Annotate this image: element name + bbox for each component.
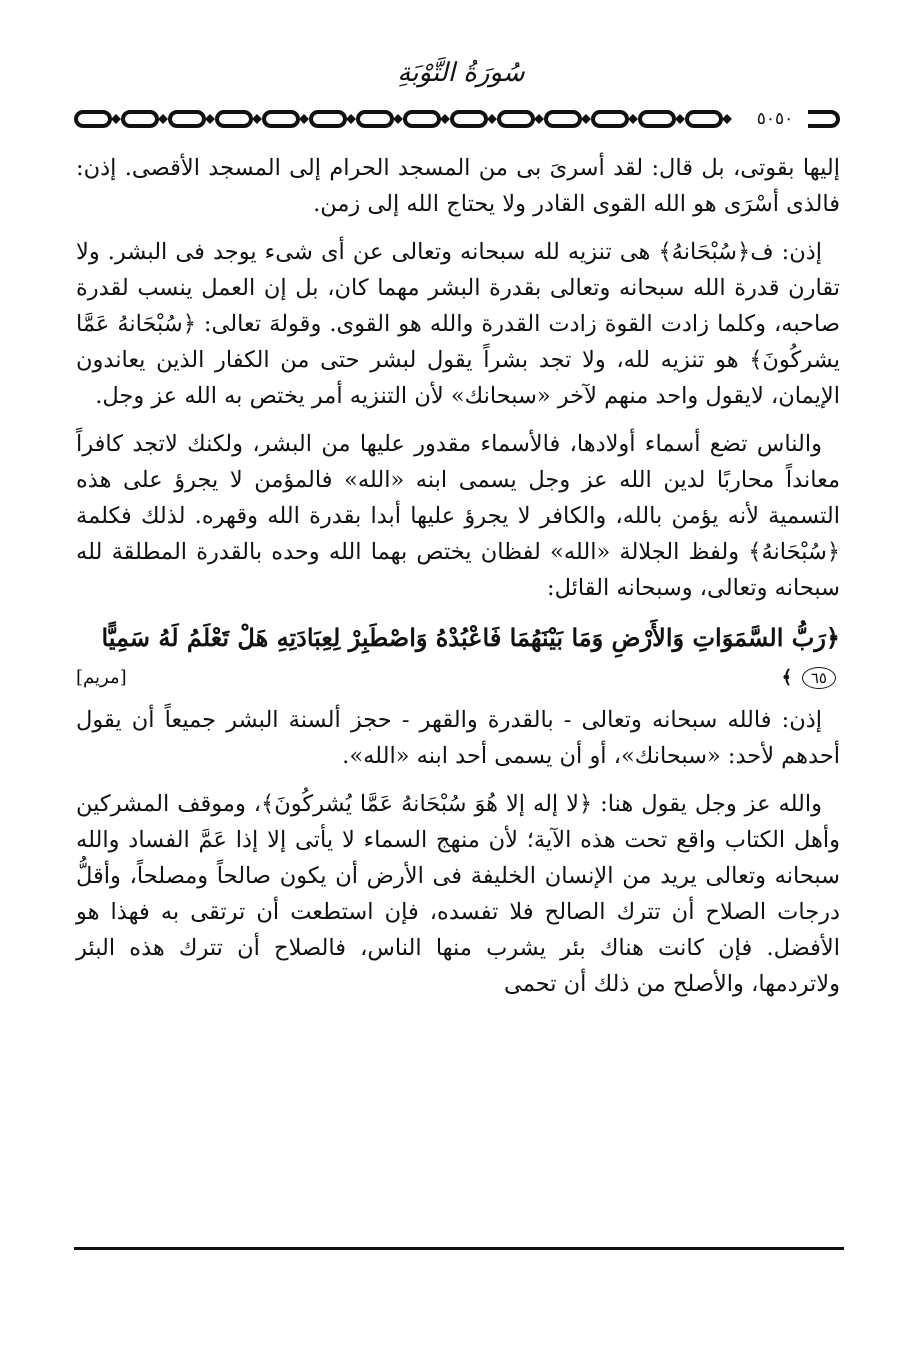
- quran-quote: [76, 618, 840, 658]
- paragraph-2: إذن: ف﴿سُبْحَانهُ﴾ هى تنزيه لله سبحانه وتعالى عن أى شىء يوجد فى البشر. ولا تقارن قدرة الله سبحانه وتعالى بقدرة البشر مهما كان، بل إن العمل ينسب لقدرة صاحبه، وكلما زادت القوة زادت القدرة والله هو القوى. وقولهَ تعالى: ﴿سُبْحَانهُ عَمَّا يشركُونَ﴾ هو تنزيه لله، ولا تجد بشراً يقول لبشر حتى من الكفار الذين يعاندون الإيمان، لايقول واحد منهم لآخر «سبحانك» لأن التنزيه أمر يختص به الله عز وجل.: [76, 239, 840, 409]
- ornament-link: [499, 112, 533, 126]
- surah-title: سُورَةُ التَّوْبَةِ: [397, 58, 525, 88]
- quote-reference-row: [76, 664, 840, 692]
- ornament-link: [264, 112, 298, 126]
- ornament-link: [123, 112, 157, 126]
- paragraph-3: والناس تضع أسماء أولادها، فالأسماء مقدور عليها من البشر، ولكنك لاتجد كافراً معانداً محاربًا لدين الله عز وجل يسمى ابنه «الله» فالمؤمن لا يجرؤ على هذه التسمية لأنه يؤمن بالله، والكافر لا يجرؤ عليها أبدا بقدرة الله وقهره. لذلك فكلمة ﴿سُبْحَانهُ﴾ ولفظ الجلالة «الله» لفظان يختص بهما الله وحده بالقدرة المطلقة لله سبحانه وتعالى، وسبحانه القائل:: [76, 431, 840, 601]
- ornament-diamond: [628, 114, 638, 124]
- ornament-link: [452, 112, 486, 126]
- quote-reference: [مريم]: [76, 667, 127, 688]
- paragraph-5: والله عز وجل يقول هنا: ﴿لا إله إلا هُوَ سُبْحَانهُ عَمَّا يُشركُونَ﴾، وموقف المشركين وأهل الكتاب واقع تحت هذه الآية؛ لأن منهج السماء لا يأتى إلا إذا عَمَّ الفساد والله سبحانه وتعالى يريد من الإنسان الخليفة فى الأرض أن يكون صالحاً ومصلحاً، وأقلُّ درجات الصلاح أن تترك الصالح فلا تفسده، فإن استطعت أن ترتقى به فهذا هو الأفضل. فإن كانت هناك بئر يشرب منها الناس، فالصلاح أن تترك هذه البئر ولاتردمها، والأصلح من ذلك أن تحمى: [76, 791, 840, 997]
- ornament-diamond: [675, 114, 685, 124]
- ornament-diamond: [393, 114, 403, 124]
- ornament-diamond: [440, 114, 450, 124]
- verse-number: ٦٥: [802, 667, 836, 689]
- ornament-link: [687, 112, 721, 126]
- quote-close-bracket: ﴾: [781, 667, 793, 688]
- ornament-diamond: [252, 114, 262, 124]
- page-number: ٥٠٥٠: [742, 108, 808, 130]
- bottom-rule: [74, 1247, 844, 1250]
- ornament-link: [358, 112, 392, 126]
- paragraph-1: إليها بقوتى، بل قال: لقد أسرىَ بى من المسجد الحرام إلى المسجد الأقصى. إذن: فالذى أسْرَى هو الله القوى القادر ولا يحتاج الله إلى زمن.: [76, 155, 840, 217]
- ornament-link: [546, 112, 580, 126]
- ornament-diamond: [534, 114, 544, 124]
- ornament-link: [170, 112, 204, 126]
- ornament-diamond: [346, 114, 356, 124]
- ornament-link: [640, 112, 674, 126]
- ornament-diamond: [722, 114, 732, 124]
- quote-text: ﴿رَبُّ السَّمَوَاتِ وَالأَرْضِ وَمَا بَيْنَهُمَا فَاعْبُدْهُ وَاصْطَبِرْ لِعِبَادَتِهِ هَلْ تَعْلَمُ لَهُ سَمِيًّا: [101, 623, 840, 652]
- ornament-link: [217, 112, 251, 126]
- ornament-diamond: [205, 114, 215, 124]
- page-body: [76, 150, 840, 1014]
- ornament-link: [311, 112, 345, 126]
- ornament-link: [76, 112, 110, 126]
- ornament-diamond: [158, 114, 168, 124]
- ornament-diamond: [111, 114, 121, 124]
- ornament-link: [405, 112, 439, 126]
- ornament-link: [593, 112, 627, 126]
- ornament-diamond: [299, 114, 309, 124]
- paragraph-4: إذن: فالله سبحانه وتعالى - بالقدرة والقهر - حجز ألسنة البشر جميعاً أن يقول أحدهم لأحد: «سبحانك»، أو أن يسمى أحد ابنه «الله».: [76, 707, 840, 769]
- ornament-border: [72, 106, 842, 132]
- ornament-diamond: [581, 114, 591, 124]
- ornament-diamond: [487, 114, 497, 124]
- quote-ending: [782, 664, 840, 692]
